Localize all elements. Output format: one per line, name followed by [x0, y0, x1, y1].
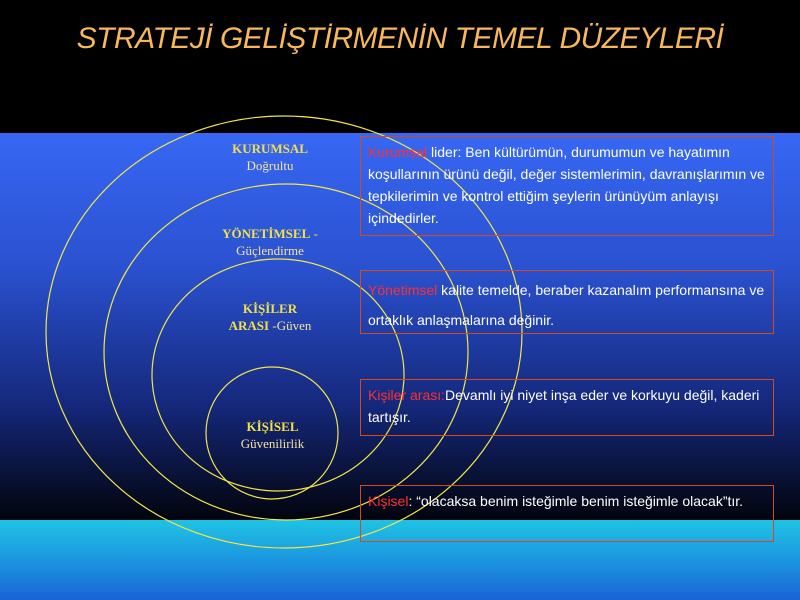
description-kisiler-arasi — [360, 379, 774, 436]
level-kurumsal-title: KURUMSAL — [232, 141, 308, 156]
level-kisiler-arasi-subtitle: -Güven — [272, 318, 312, 333]
level-kisisel-title: KİŞİSEL — [246, 419, 299, 434]
description-kurumsal-text: lider: Ben kültürümün, durumumun ve hayatımın koşullarının ürünü değil, değer sistemlerimin, davranışlarımın ve tepkilerimin ve kontrol ettiğim şeylerin ürünüyüm anlayışı içindedirler. — [368, 144, 765, 226]
level-yonetimsel-label — [195, 225, 345, 259]
description-kisisel — [360, 485, 774, 542]
level-kisisel-label — [215, 418, 330, 452]
description-kisisel-keyword: Kişisel — [368, 493, 409, 509]
level-yonetimsel-separator: - — [313, 226, 318, 241]
description-kisiler-arasi-keyword: Kişiler arası: — [368, 387, 446, 403]
level-kurumsal-subtitle: Doğrultu — [246, 158, 294, 173]
level-kisiler-arasi-title-2: ARASI — [228, 318, 270, 333]
level-kurumsal-label — [200, 140, 340, 174]
level-kisiler-arasi-title-1: KİŞİLER — [242, 301, 298, 316]
level-yonetimsel-subtitle: Güçlendirme — [236, 243, 304, 258]
level-kisisel-subtitle: Güvenilirlik — [240, 436, 305, 451]
description-yonetimsel-text: kalite temelde, beraber kazanalım performansına ve ortaklık anlaşmalarına değinir. — [368, 282, 765, 328]
description-kurumsal-keyword: Kurumsal — [368, 144, 428, 160]
description-kisiler-arasi-text: Devamlı iyi niyet inşa eder ve korkuyu değil, kaderi tartışır. — [368, 387, 760, 425]
level-yonetimsel-title: YÖNETİMSEL — [222, 226, 311, 241]
slide-title: STRATEJİ GELİŞTİRMENİN TEMEL DÜZEYLERİ — [76, 22, 724, 55]
description-kisisel-text: : “olacaksa benim isteğimle benim isteğimle olacak”tır. — [408, 493, 744, 509]
description-kurumsal — [360, 136, 774, 236]
description-yonetimsel — [360, 270, 774, 334]
description-yonetimsel-keyword: Yönetimsel — [368, 282, 438, 298]
level-kisiler-arasi-label — [205, 300, 335, 334]
